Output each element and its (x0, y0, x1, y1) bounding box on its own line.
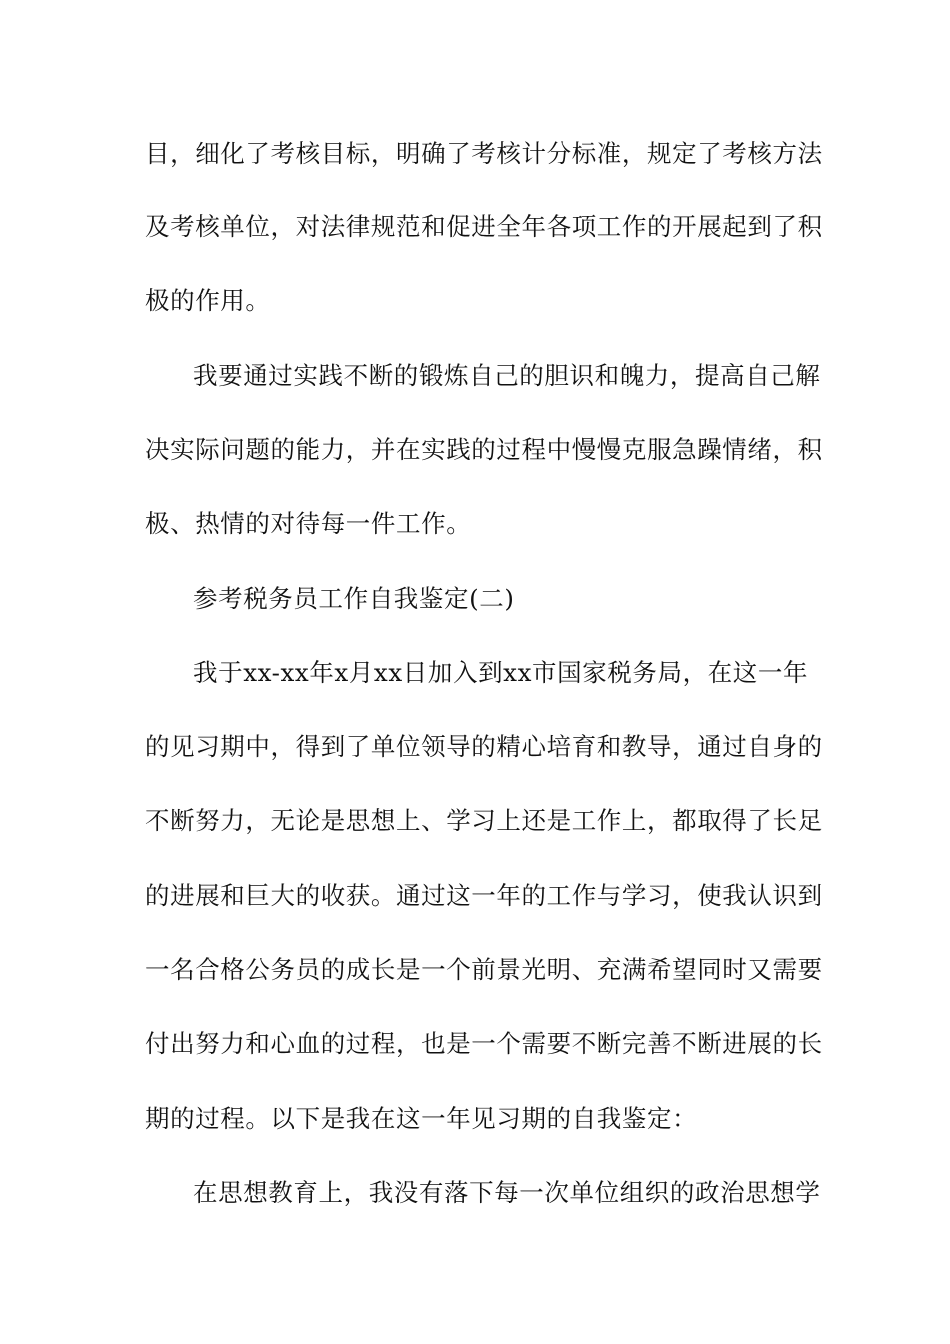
paragraph-line: 极的作用。 (145, 286, 271, 315)
paragraph-line: 目，细化了考核目标，明确了考核计分标准，规定了考核方法 (145, 139, 823, 168)
paragraph-line: 及考核单位，对法律规范和促进全年各项工作的开展起到了积 (145, 212, 823, 241)
paragraph-line: 不断努力，无论是思想上、学习上还是工作上，都取得了长足 (145, 806, 823, 835)
paragraph-line: 在思想教育上，我没有落下每一次单位组织的政治思想学 (193, 1178, 821, 1207)
paragraph-line: 一名合格公务员的成长是一个前景光明、充满希望同时又需要 (145, 955, 823, 984)
paragraph-line: 我于xx-xx年x月xx日加入到xx市国家税务局，在这一年 (193, 658, 809, 687)
paragraph-line: 的进展和巨大的收获。通过这一年的工作与学习，使我认识到 (145, 881, 823, 910)
paragraph-line: 期的过程。以下是我在这一年见习期的自我鉴定： (145, 1104, 698, 1133)
paragraph-line: 的见习期中，得到了单位领导的精心培育和教导，通过自身的 (145, 732, 823, 761)
paragraph-line: 极、热情的对待每一件工作。 (145, 509, 472, 538)
paragraph-line: 我要通过实践不断的锻炼自己的胆识和魄力，提高自己解 (193, 361, 821, 390)
section-heading: 参考税务员工作自我鉴定(二) (193, 584, 515, 613)
paragraph-line: 付出努力和心血的过程，也是一个需要不断完善不断进展的长 (145, 1029, 823, 1058)
paragraph-line: 决实际问题的能力，并在实践的过程中慢慢克服急躁情绪，积 (145, 435, 823, 464)
